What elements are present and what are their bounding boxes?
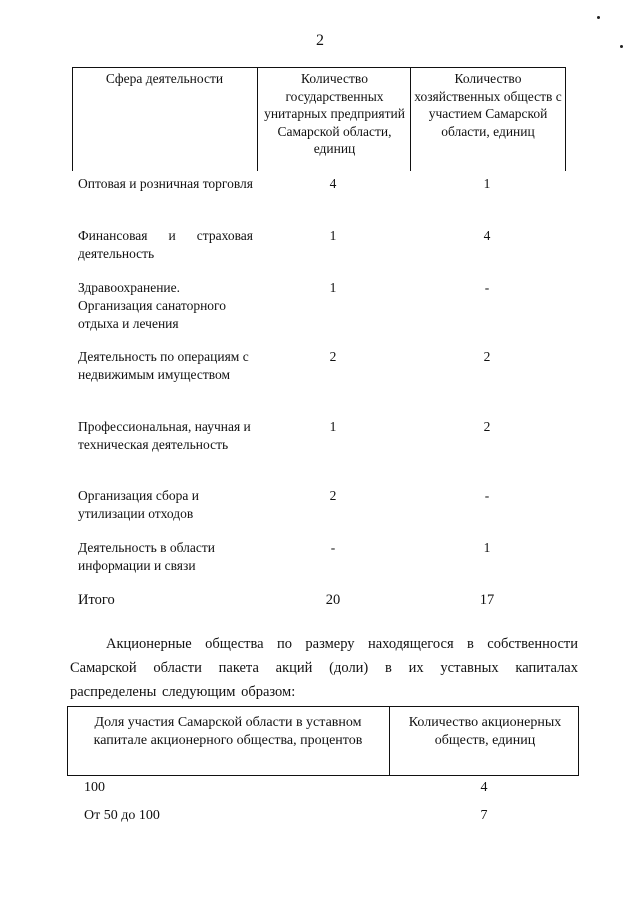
row-business-count: 1 bbox=[483, 176, 491, 191]
scan-speck bbox=[597, 16, 600, 19]
page-number: 2 bbox=[316, 32, 324, 49]
row-sphere: Здравоохранение. Организация санаторного отдыха и лечения bbox=[78, 280, 226, 331]
table-divider bbox=[410, 67, 411, 171]
header-sphere: Сфера деятельности bbox=[105, 71, 224, 86]
row-sphere: Деятельность в области информации и связи bbox=[78, 540, 215, 573]
row-sphere: Организация сбора и утилизации отходов bbox=[78, 488, 199, 521]
body-paragraph: Акционерные общества по размеру находящегося в собственности Самарской области пакета акций (доли) в их уставных капиталах распределены следующим образом: bbox=[70, 636, 578, 700]
row-business-count: 2 bbox=[483, 419, 491, 434]
row-business-count: - bbox=[484, 280, 490, 295]
row-company-count: 4 bbox=[480, 780, 488, 795]
table-divider bbox=[389, 706, 390, 776]
table-divider bbox=[257, 67, 258, 171]
row-unitary-count: 4 bbox=[329, 176, 337, 191]
row-share: От 50 до 100 bbox=[84, 808, 160, 823]
row-company-count: 7 bbox=[480, 808, 488, 823]
row-share: 100 bbox=[84, 780, 105, 795]
row-unitary-count: 1 bbox=[329, 419, 337, 434]
total-label: Итого bbox=[78, 592, 115, 608]
row-sphere: Финансовая и страховая деятельность bbox=[78, 228, 253, 261]
row-business-count: 2 bbox=[483, 349, 491, 364]
row-unitary-count: 1 bbox=[329, 280, 337, 295]
row-business-count: 4 bbox=[483, 228, 491, 243]
row-sphere: Оптовая и розничная торговля bbox=[78, 176, 254, 191]
header-business-companies: Количество хозяйственных обществ с участием Самарской области, единиц bbox=[414, 71, 562, 139]
row-sphere: Профессиональная, научная и техническая деятельность bbox=[78, 419, 251, 452]
row-sphere: Деятельность по операциям с недвижимым имуществом bbox=[78, 349, 249, 382]
header-share: Доля участия Самарской области в уставном капитале акционерного общества, процентов bbox=[93, 715, 363, 748]
row-unitary-count: 2 bbox=[329, 349, 337, 364]
total-unitary-count: 20 bbox=[325, 592, 341, 608]
header-unitary-enterprises: Количество государственных унитарных предприятий Самарской области, единиц bbox=[264, 71, 405, 156]
total-business-count: 17 bbox=[479, 592, 495, 608]
row-unitary-count: 2 bbox=[329, 488, 337, 503]
row-unitary-count: - bbox=[330, 540, 336, 555]
header-company-count: Количество акционерных обществ, единиц bbox=[408, 715, 562, 748]
row-business-count: 1 bbox=[483, 540, 491, 555]
row-unitary-count: 1 bbox=[329, 228, 337, 243]
row-business-count: - bbox=[484, 488, 490, 503]
